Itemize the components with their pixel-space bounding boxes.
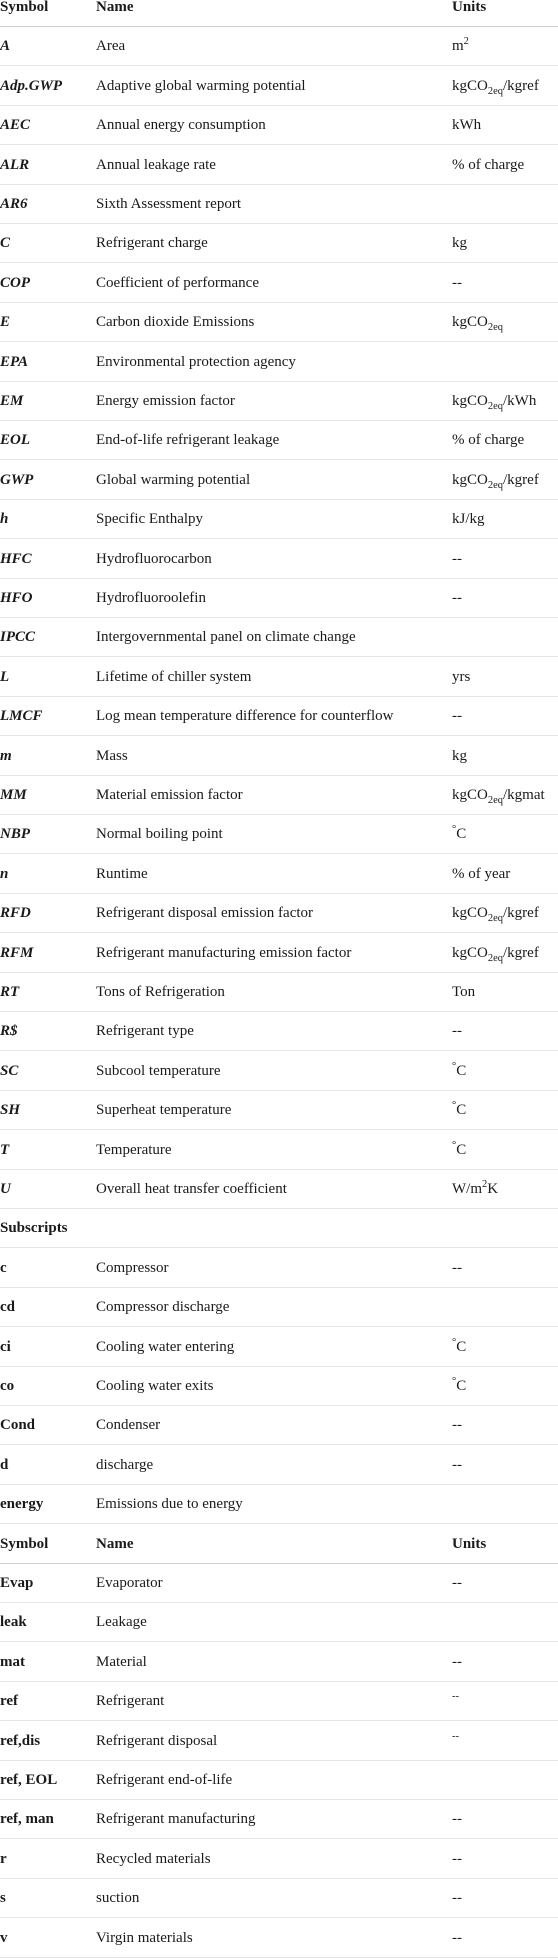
symbol-cell: c [0,1259,7,1276]
table-row [0,303,558,342]
unit-suffix: C [456,1338,467,1355]
symbol-cell: Cond [0,1417,36,1434]
symbol-cell: ref,dis [0,1732,41,1749]
name-cell: Material [96,1653,147,1670]
name-cell: suction [96,1890,140,1907]
table-row [0,1249,558,1288]
table-row [0,421,558,460]
name-cell: Energy emission factor [96,393,235,409]
table-row [0,579,558,618]
table-row [0,1564,558,1603]
header-units: Units [452,0,487,15]
symbol-cell: AEC [0,117,31,134]
unit-superscript: -- [452,1730,459,1742]
unit-suffix: C [456,1102,467,1119]
header-symbol: Symbol [0,1535,49,1552]
unit-subscript: 2eq [487,479,504,491]
symbol-cell: cd [0,1299,15,1316]
name-cell: Normal boiling point [96,826,223,843]
name-cell: Carbon dioxide Emissions [96,314,255,331]
name-cell: Refrigerant charge [96,235,208,252]
unit-base: kgCO [452,471,488,488]
table-row [0,855,558,894]
units-cell: -- [452,1417,462,1434]
table-row [0,1761,558,1800]
table-row [0,540,558,579]
table-header-row [0,1525,558,1564]
name-cell: Compressor [96,1259,169,1276]
unit-suffix: C [456,1378,467,1394]
name-cell: Coefficient of performance [96,274,259,291]
symbol-cell: ALR [0,156,30,173]
units-cell: % of charge [452,156,525,173]
name-cell: Cooling water exits [96,1378,214,1394]
table-row [0,934,558,973]
symbol-cell: IPCC [0,629,36,646]
unit-suffix: /kgref [503,905,539,922]
name-cell: Material emission factor [96,787,243,803]
table-row [0,27,558,66]
symbol-cell: MM [0,787,27,803]
name-cell: Annual energy consumption [96,117,266,134]
unit-suffix: /kgref [503,944,539,961]
table-row [0,1406,558,1445]
table-row [0,146,558,185]
name-cell: Virgin materials [96,1929,193,1946]
symbol-cell: SC [0,1062,19,1079]
name-cell: Evaporator [96,1575,163,1591]
symbol-cell: leak [0,1614,27,1631]
name-cell: Refrigerant manufacturing emission factor [96,944,352,961]
name-cell: Refrigerant manufacturing [96,1811,256,1828]
unit-base: kgCO [452,314,488,331]
name-cell: Global warming potential [96,471,251,488]
symbol-cell: R$ [0,1023,18,1040]
symbol-cell: RFD [0,905,31,922]
name-cell: Runtime [96,865,148,882]
table-row [0,894,558,933]
units-cell: -- [452,708,462,725]
unit-superscript: ° [452,1100,457,1112]
table-row [0,185,558,224]
units-cell [452,776,558,815]
symbol-cell: RFM [0,944,34,961]
name-cell: Area [96,38,126,55]
name-cell: Refrigerant end-of-life [96,1772,233,1788]
unit-subscript: 2eq [487,913,504,925]
units-cell: -- [452,550,462,567]
symbol-cell: A [0,38,11,55]
table-row [0,1643,558,1682]
symbol-cell: co [0,1378,15,1394]
table-row [0,618,558,657]
table-row [0,737,558,776]
header-units: Units [452,1535,487,1552]
unit-suffix: C [456,826,467,843]
symbol-cell: h [0,511,9,528]
table-row [0,106,558,145]
name-cell: Intergovernmental panel on climate change [96,629,356,646]
unit-suffix: /kWh [503,393,537,409]
symbol-cell: mat [0,1653,25,1670]
table-row [0,1919,558,1958]
name-cell: discharge [96,1456,154,1473]
unit-subscript: 2eq [487,401,504,412]
name-cell: Overall heat transfer coefficient [96,1181,287,1197]
name-cell: Tons of Refrigeration [96,984,225,1000]
table-row [0,1879,558,1918]
unit-subscript: 2eq [487,322,504,334]
header-name: Name [96,1535,134,1552]
units-cell: -- [452,274,462,291]
units-cell [452,1131,558,1170]
unit-subscript: 2eq [487,795,504,806]
table-row [0,1800,558,1839]
unit-superscript: ° [452,824,457,836]
units-cell: yrs [452,668,471,685]
units-cell: kWh [452,117,482,134]
table-row [0,500,558,539]
name-cell: Sixth Assessment report [96,196,241,212]
table-row [0,815,558,854]
symbol-cell: ref, EOL [0,1772,58,1788]
symbol-cell: d [0,1456,9,1473]
name-cell: Subcool temperature [96,1062,221,1079]
symbol-cell: EM [0,393,24,409]
name-cell: Superheat temperature [96,1102,232,1119]
units-cell [452,1170,558,1209]
units-cell [452,1367,558,1406]
table-row [0,1722,558,1761]
units-cell: -- [452,590,462,606]
table-row [0,1170,558,1209]
units-cell: kg [452,235,467,252]
name-cell: Refrigerant disposal emission factor [96,905,314,922]
name-cell: Recycled materials [96,1850,211,1867]
table-row [0,1131,558,1170]
table-row [0,382,558,421]
units-cell [452,27,558,66]
symbol-cell: LMCF [0,708,43,725]
unit-suffix: K [487,1181,499,1197]
symbol-cell: m [0,747,12,764]
unit-base: kgCO [452,787,488,803]
units-cell: % of charge [452,432,525,449]
units-cell [452,303,558,342]
units-cell [452,1722,558,1761]
symbol-cell: GWP [0,471,34,488]
table-row [0,1840,558,1879]
units-cell [452,1091,558,1130]
name-cell: Specific Enthalpy [96,511,204,528]
name-cell: Cooling water entering [96,1338,235,1355]
table-row [0,1288,558,1327]
unit-suffix: C [456,1141,467,1158]
name-cell: Emissions due to energy [96,1496,243,1513]
table-header-row [0,0,558,27]
symbol-cell: HFO [0,590,33,606]
unit-suffix: /kgmat [503,787,545,803]
table-row [0,264,558,303]
name-cell: Annual leakage rate [96,156,216,173]
table-row [0,1485,558,1524]
symbol-cell: s [0,1890,6,1907]
table-row [0,658,558,697]
units-cell [452,461,558,500]
table-row [0,1682,558,1721]
units-cell: -- [452,1456,462,1473]
table-row [0,224,558,263]
symbol-cell: energy [0,1496,44,1513]
table-row [0,1091,558,1130]
table-row [0,343,558,382]
symbol-cell: L [0,668,10,685]
unit-superscript: -- [452,1691,459,1703]
name-cell: Refrigerant type [96,1023,194,1040]
name-cell: Adaptive global warming potential [96,77,306,94]
symbol-cell: ref [0,1693,19,1710]
table-row [0,697,558,736]
name-cell: Hydrofluoroolefin [96,590,206,606]
table-row [0,1603,558,1642]
symbol-cell: Adp.GWP [0,77,63,94]
symbol-cell: EPA [0,353,29,370]
unit-base: kgCO [452,905,488,922]
unit-superscript: ° [452,1376,457,1387]
units-cell: kg [452,747,467,764]
unit-base: kgCO [452,944,488,961]
symbol-cell: EOL [0,432,30,449]
table-row [0,1446,558,1485]
units-cell [452,815,558,854]
unit-subscript: 2eq [487,952,504,964]
unit-base: W/m [452,1181,482,1197]
name-cell: Condenser [96,1417,161,1434]
units-cell: -- [452,1929,462,1946]
header-symbol: Symbol [0,0,49,15]
symbol-cell: Evap [0,1575,34,1591]
units-cell: -- [452,1575,462,1591]
unit-superscript: 2 [463,36,469,48]
unit-superscript: ° [452,1336,457,1348]
units-cell [452,382,558,421]
units-cell: -- [452,1653,462,1670]
symbol-cell: RT [0,984,20,1000]
units-cell: -- [452,1259,462,1276]
name-cell: Environmental protection agency [96,353,296,370]
unit-superscript: ° [452,1139,457,1151]
symbol-cell: COP [0,274,30,291]
symbol-cell: U [0,1181,11,1197]
unit-suffix: C [456,1062,467,1079]
unit-suffix: /kgref [503,471,539,488]
symbol-cell: ci [0,1338,11,1355]
section-heading-row [0,1209,558,1248]
section-title: Subscripts [0,1220,68,1237]
unit-subscript: 2eq [487,85,504,97]
name-cell: Leakage [96,1614,147,1631]
unit-superscript: 2 [482,1179,488,1190]
symbol-cell: AR6 [0,196,28,212]
units-cell: -- [452,1811,462,1828]
units-cell [452,67,558,106]
symbol-cell: ref, man [0,1811,54,1828]
table-row [0,67,558,106]
units-cell [452,934,558,973]
units-cell [452,894,558,933]
table-row [0,461,558,500]
symbol-cell: NBP [0,826,30,843]
symbol-cell: v [0,1929,8,1946]
unit-superscript: ° [452,1060,457,1072]
units-cell [452,1682,558,1721]
symbol-cell: n [0,865,9,882]
name-cell: Temperature [96,1141,172,1158]
units-cell: -- [452,1890,462,1907]
name-cell: Mass [96,747,128,764]
table-row [0,973,558,1012]
unit-base: kgCO [452,393,488,409]
unit-base: m [452,38,464,55]
units-cell: % of year [452,865,511,882]
name-cell: Refrigerant disposal [96,1732,218,1749]
symbol-cell: SH [0,1102,21,1119]
unit-suffix: /kgref [503,77,539,94]
name-cell: Hydrofluorocarbon [96,550,212,567]
unit-base: kgCO [452,77,488,94]
name-cell: End-of-life refrigerant leakage [96,432,280,449]
units-cell [452,1328,558,1367]
units-cell: Ton [452,984,476,1000]
units-cell: kJ/kg [452,511,485,528]
table-row [0,776,558,815]
name-cell: Lifetime of chiller system [96,668,252,685]
table-row [0,1367,558,1406]
header-name: Name [96,0,134,15]
name-cell: Log mean temperature difference for counterflow [96,708,394,725]
symbol-cell: HFC [0,550,32,567]
name-cell: Compressor discharge [96,1299,230,1316]
units-cell: -- [452,1850,462,1867]
symbol-cell: T [0,1141,10,1158]
units-cell: -- [452,1023,462,1040]
symbol-cell: r [0,1850,7,1867]
table-row [0,1012,558,1051]
name-cell: Refrigerant [96,1693,165,1710]
symbol-cell: E [0,314,11,331]
symbol-cell: C [0,235,11,252]
table-row [0,1328,558,1367]
units-cell [452,1052,558,1091]
table-row [0,1052,558,1091]
